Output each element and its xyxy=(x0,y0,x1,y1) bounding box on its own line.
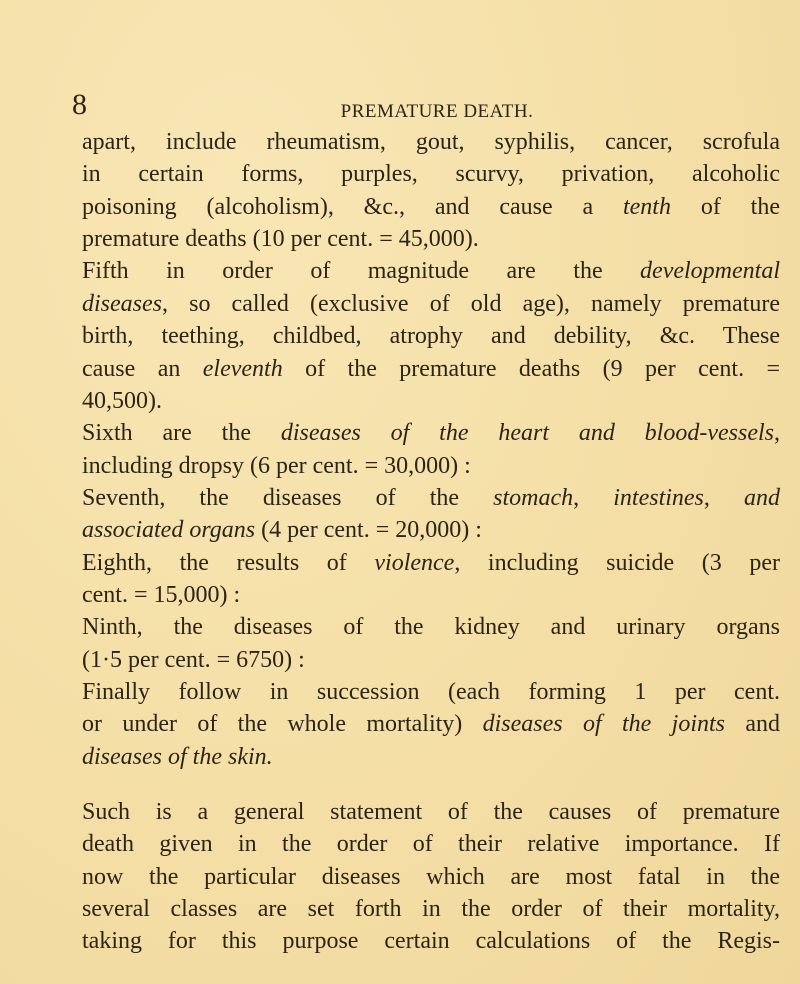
text-segment: of the xyxy=(670,193,780,220)
text-segment: poisoning (alcoholism), &c., and cause a xyxy=(82,193,623,220)
italic-text: eleventh xyxy=(202,355,283,382)
text-segment: , xyxy=(773,420,780,447)
text-segment: , xyxy=(703,484,744,511)
text-line xyxy=(82,128,780,156)
text-line xyxy=(82,225,780,253)
italic-text: tenth xyxy=(622,193,671,220)
text-line xyxy=(82,830,780,858)
text-line xyxy=(82,193,780,221)
text-segment: birth, teething, childbed, atrophy and debility, &c. These xyxy=(82,323,780,350)
text-line xyxy=(82,257,780,285)
italic-text: diseases xyxy=(82,290,162,317)
text-line xyxy=(82,613,780,641)
text-line xyxy=(82,387,780,415)
text-line xyxy=(82,798,780,826)
text-line xyxy=(82,549,780,577)
text-segment: Eighth, the results of xyxy=(82,549,375,576)
italic-text: diseases of the joints xyxy=(482,711,725,738)
text-line xyxy=(82,743,780,771)
text-line xyxy=(82,710,780,738)
text-segment: , including suicide (3 per xyxy=(454,549,780,576)
text-line xyxy=(82,160,780,188)
text-line xyxy=(82,290,780,318)
text-segment: (1·5 per cent. = 6750) : xyxy=(82,646,305,673)
text-segment: Fifth in order of magnitude are the xyxy=(82,258,641,285)
text-segment: cause an xyxy=(82,355,203,382)
text-line xyxy=(82,419,780,447)
text-segment: 40,500). xyxy=(82,387,162,414)
text-segment: and xyxy=(725,711,780,738)
text-line xyxy=(82,452,780,480)
running-header: PREMATURE DEATH. xyxy=(340,101,534,122)
text-line xyxy=(82,927,780,955)
text-segment: including dropsy (6 per cent. = 30,000) : xyxy=(82,452,471,479)
text-segment: in certain forms, purples, scurvy, privation, alcoholic xyxy=(82,161,780,188)
text-segment: (4 per cent. = 20,000) : xyxy=(255,517,482,544)
text-line xyxy=(82,516,780,544)
text-segment: Such is a general statement of the causes of premature xyxy=(82,799,780,825)
text-segment: apart, include rheumatism, gout, syphilis, cancer, scrofula xyxy=(82,129,780,155)
text-segment: several classes are set forth in the order of their mortality, xyxy=(82,896,780,923)
text-line xyxy=(82,484,780,512)
italic-text: and xyxy=(744,484,780,511)
text-segment: cent. = 15,000) : xyxy=(82,581,241,608)
text-segment: , xyxy=(573,484,614,511)
text-line xyxy=(82,895,780,923)
text-segment: of the premature deaths (9 per cent. = xyxy=(282,355,780,382)
text-segment: taking for this purpose certain calculations of the Regis- xyxy=(82,928,780,955)
text-segment: Finally follow in succession (each forming 1 per cent. xyxy=(82,679,780,705)
italic-text: diseases of the skin. xyxy=(82,743,273,770)
text-line xyxy=(82,355,780,383)
page-number: 8 xyxy=(72,88,87,121)
text-segment: Seventh, the diseases of the xyxy=(82,484,494,511)
text-segment: Sixth are the xyxy=(82,420,281,447)
italic-text: stomach xyxy=(493,484,574,511)
text-segment: or under of the whole mortality) xyxy=(82,711,483,738)
text-line xyxy=(82,863,780,891)
italic-text: violence xyxy=(374,549,455,576)
italic-text: intestines xyxy=(613,484,704,511)
italic-text: diseases of the heart and blood-vessels xyxy=(280,420,774,447)
text-segment: Ninth, the diseases of the kidney and urinary organs xyxy=(82,614,780,641)
text-line xyxy=(82,678,780,706)
italic-text: developmental xyxy=(640,258,780,285)
text-segment: , so called (exclusive of old age), namely premature xyxy=(162,290,780,317)
text-segment: now the particular diseases which are most fatal in the xyxy=(82,863,780,890)
text-line xyxy=(82,646,780,674)
text-segment: death given in the order of their relative importance. If xyxy=(82,831,780,858)
text-line xyxy=(82,581,780,609)
text-line xyxy=(82,322,780,350)
italic-text: associated organs xyxy=(82,517,256,544)
text-segment: premature deaths (10 per cent. = 45,000). xyxy=(82,226,479,252)
